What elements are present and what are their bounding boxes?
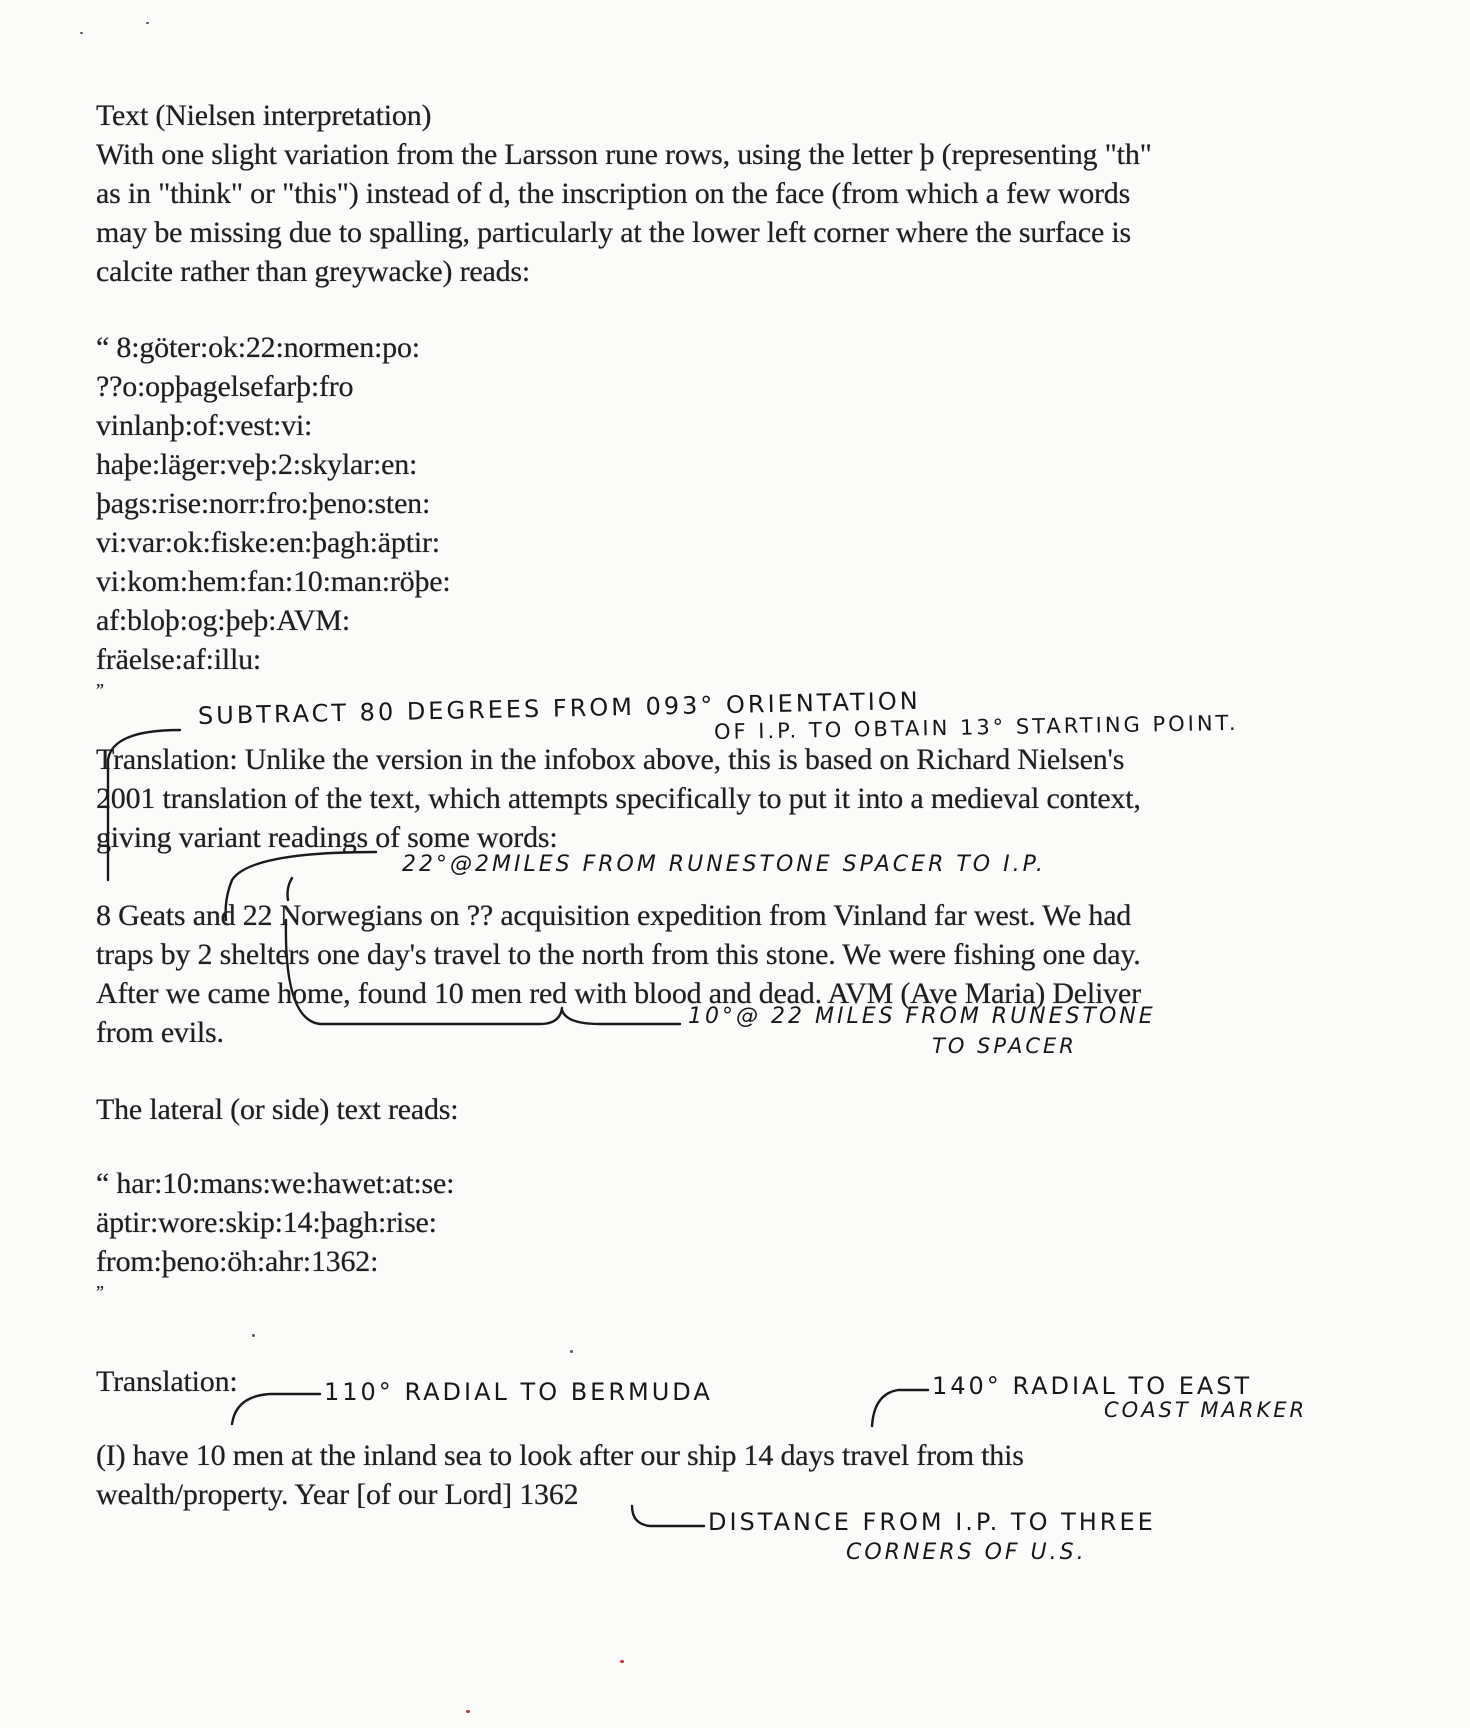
arrow-distance xyxy=(632,1506,704,1526)
handwritten-note-10deg: 10°@ 22 MILES FROM RUNESTONE xyxy=(688,1004,1156,1029)
translation-line: from evils. xyxy=(96,1016,224,1049)
translation2-label-text: Translation: xyxy=(96,1365,238,1398)
rune-line: af:bloþ:og:þeþ:AVM: xyxy=(96,604,350,637)
rune-line: ??o:opþagelsefarþ:fro xyxy=(96,370,354,403)
translation-line: traps by 2 shelters one day's travel to the north from this stone. We were fishing one day. xyxy=(96,938,1141,971)
handwritten-note-distance-cont: CORNERS OF U.S. xyxy=(846,1540,1087,1565)
closing-quote: ” xyxy=(96,1282,104,1302)
scan-speck xyxy=(620,1660,624,1663)
rune-line: from:þeno:öh:ahr:1362: xyxy=(96,1245,379,1278)
rune-line: fräelse:af:illu: xyxy=(96,643,262,676)
intro-line: may be missing due to spalling, particularly at the lower left corner where the surface is xyxy=(96,216,1131,249)
translation-line: wealth/property. Year [of our Lord] 1362 xyxy=(96,1478,579,1511)
translation-line: After we came home, found 10 men red with blood and dead. AVM (Ave Maria) Deliver xyxy=(96,977,1141,1010)
rune-line: “ har:10:mans:we:hawet:at:se: xyxy=(96,1167,455,1200)
handwritten-note-distance: DISTANCE FROM I.P. TO THREE xyxy=(708,1508,1156,1536)
rune-line: äptir:wore:skip:14:þagh:rise: xyxy=(96,1206,437,1239)
handwritten-note-subtract-cont: OF I.P. TO OBTAIN 13° STARTING POINT. xyxy=(713,710,1239,744)
arrow-bermuda xyxy=(232,1394,320,1424)
translation-line: (I) have 10 men at the inland sea to look after our ship 14 days travel from this xyxy=(96,1439,1024,1472)
scan-speck xyxy=(570,1350,573,1353)
translation-line: 8 Geats and 22 Norwegians on ?? acquisition expedition from Vinland far west. We had xyxy=(96,899,1132,932)
arrow-10deg xyxy=(286,920,680,1024)
handwritten-note-east-coast-cont: COAST MARKER xyxy=(1104,1398,1308,1422)
scan-speck xyxy=(466,1710,470,1713)
intro-line: With one slight variation from the Larsson rune rows, using the letter þ (representing "th" xyxy=(96,138,1152,171)
margin-bracket xyxy=(108,730,180,880)
translation-line: Translation: Unlike the version in the infobox above, this is based on Richard Nielsen's xyxy=(96,743,1125,776)
intro-line: as in "think" or "this") instead of d, the inscription on the face (from which a few words xyxy=(96,177,1131,210)
translation-line: giving variant readings of some words: xyxy=(96,821,558,854)
handwritten-note-bermuda: 110° RADIAL TO BERMUDA xyxy=(324,1378,713,1406)
handwritten-note-subtract: SUBTRACT 80 DEGREES FROM 093° ORIENTATION xyxy=(197,686,921,730)
rune-line: “ 8:göter:ok:22:normen:po: xyxy=(96,331,420,364)
handwritten-note-10deg-cont: TO SPACER xyxy=(932,1034,1077,1058)
scan-speck xyxy=(146,22,149,24)
arrow-22deg xyxy=(226,852,376,920)
rune-line: haþe:läger:veþ:2:skylar:en: xyxy=(96,448,418,481)
lateral-intro-text: The lateral (or side) text reads: xyxy=(96,1093,459,1126)
closing-quote: ” xyxy=(96,680,104,700)
arrow-22deg-b xyxy=(288,878,293,900)
scan-speck xyxy=(80,32,83,34)
arrow-east-coast xyxy=(872,1390,928,1426)
rune-line: vinlanþ:of:vest:vi: xyxy=(96,409,313,442)
rune-line: vi:var:ok:fiske:en:þagh:äptir: xyxy=(96,526,440,559)
handwritten-note-east-coast: 140° RADIAL TO EAST xyxy=(932,1372,1253,1400)
scan-speck xyxy=(252,1334,255,1337)
heading-text: Text (Nielsen interpretation) xyxy=(96,99,432,132)
rune-line: vi:kom:hem:fan:10:man:röþe: xyxy=(96,565,451,598)
rune-line: þags:rise:norr:fro:þeno:sten: xyxy=(96,487,431,520)
translation-line: 2001 translation of the text, which attempts specifically to put it into a medieval context, xyxy=(96,782,1141,815)
intro-line: calcite rather than greywacke) reads: xyxy=(96,255,531,288)
handwritten-note-22deg: 22°@2MILES FROM RUNESTONE SPACER TO I.P. xyxy=(402,852,1046,877)
